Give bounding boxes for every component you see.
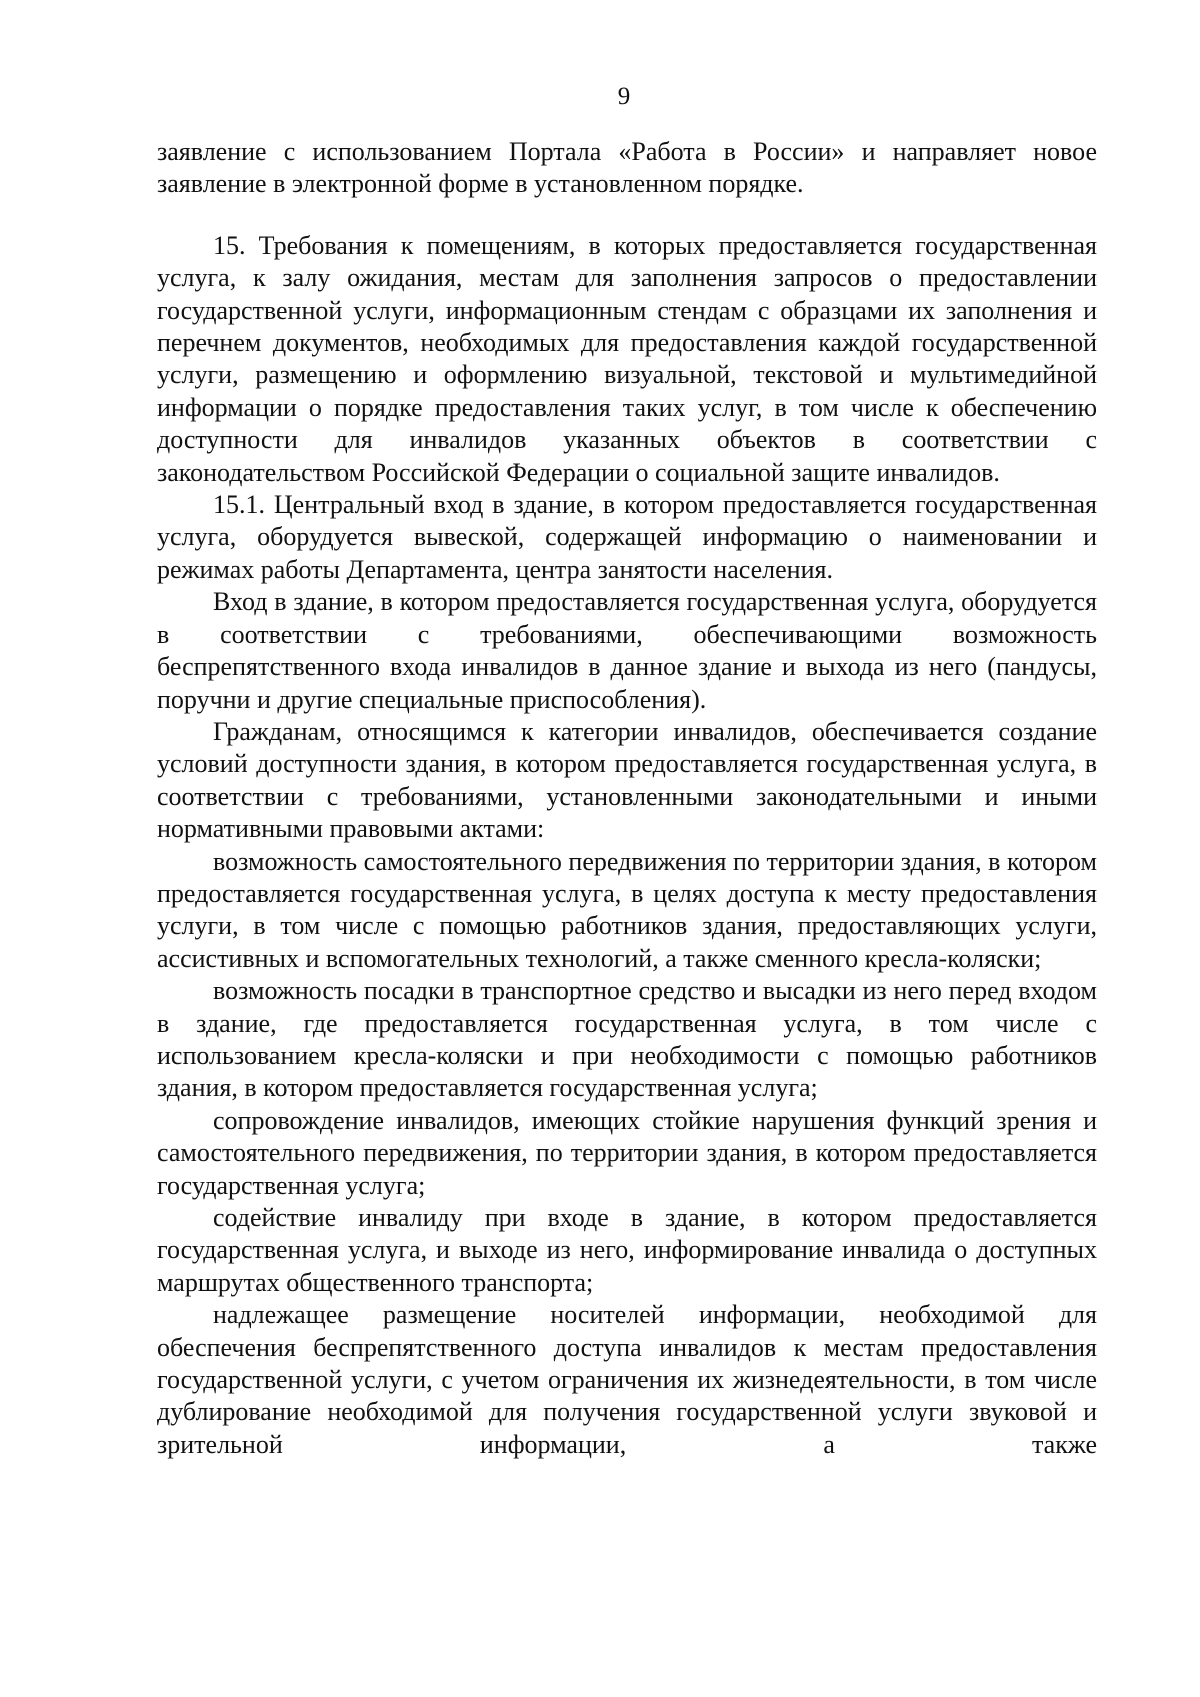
document-body <box>157 136 1097 1461</box>
paragraph-vehicle-boarding: возможность посадки в транспортное средство и высадки из него перед входом в здание, где предоставляется государственная услуга, в том числе с использованием кресла-коляски и при необходимости с помощью работников здания, в котором предоставляется государственная услуга; <box>157 976 1097 1103</box>
paragraph-entrance: Вход в здание, в котором предоставляется государственная услуга, оборудуется в соответствии с требованиями, обеспечивающими возможность беспрепятственного входа инвалидов в данное здание и выхода из него (пандусы, поручни и другие специальные приспособления). <box>157 587 1097 714</box>
page-number: 9 <box>617 83 631 110</box>
paragraph-assistance: содействие инвалиду при входе в здание, в котором предоставляется государственная услуга, и выходе из него, информирование инвалида о доступных маршрутах общественного транспорта; <box>157 1203 1097 1297</box>
paragraph-section-15-1: 15.1. Центральный вход в здание, в котором предоставляется государственная услуга, оборудуется вывеской, содержащей информацию о наименовании и режимах работы Департамента, центра занятости населения. <box>157 490 1097 584</box>
paragraph-continuation: заявление с использованием Портала «Работа в России» и направляет новое заявление в электронной форме в установленном порядке. <box>157 137 1097 199</box>
paragraph-escort: сопровождение инвалидов, имеющих стойкие нарушения функций зрения и самостоятельного передвижения, по территории здания, в котором предоставляется государственная услуга; <box>157 1105 1097 1200</box>
paragraph-accessibility-conditions: Гражданам, относящимся к категории инвалидов, обеспечивается создание условий доступности здания, в котором предоставляется государственная услуга, в соответствии с требованиями, установленными законодательными и иными нормативными правовыми актами: <box>157 716 1097 844</box>
paragraph-section-15: 15. Требования к помещениям, в которых предоставляется государственная услуга, к залу ожидания, местам для заполнения запросов о предоставлении государственной услуги, информационным стендам с образцами их заполнения и перечнем документов, необходимых для предоставления каждой государственной услуги, размещению и оформлению визуальной, текстовой и мультимедийной информации о порядке предоставления таких услуг, в том числе к обеспечению доступности для инвалидов указанных объектов в соответствии с законодательством Российской Федерации о социальной защите инвалидов. <box>157 230 1097 487</box>
paragraph-information-placement: надлежащее размещение носителей информации, необходимой для обеспечения беспрепятственного доступа инвалидов к местам предоставления государственной услуги, с учетом ограничения их жизнедеятельности, в том числе дублирование необходимой для получения государственной услуги звуковой и зрительной информации, а также <box>157 1300 1097 1459</box>
paragraph-independent-movement: возможность самостоятельного передвижения по территории здания, в котором предоставляется государственная услуга, в целях доступа к месту предоставления услуги, в том числе с помощью работников здания, предоставляющих услуги, ассистивных и вспомогательных технологий, а также сменного кресла-коляски; <box>157 846 1097 973</box>
